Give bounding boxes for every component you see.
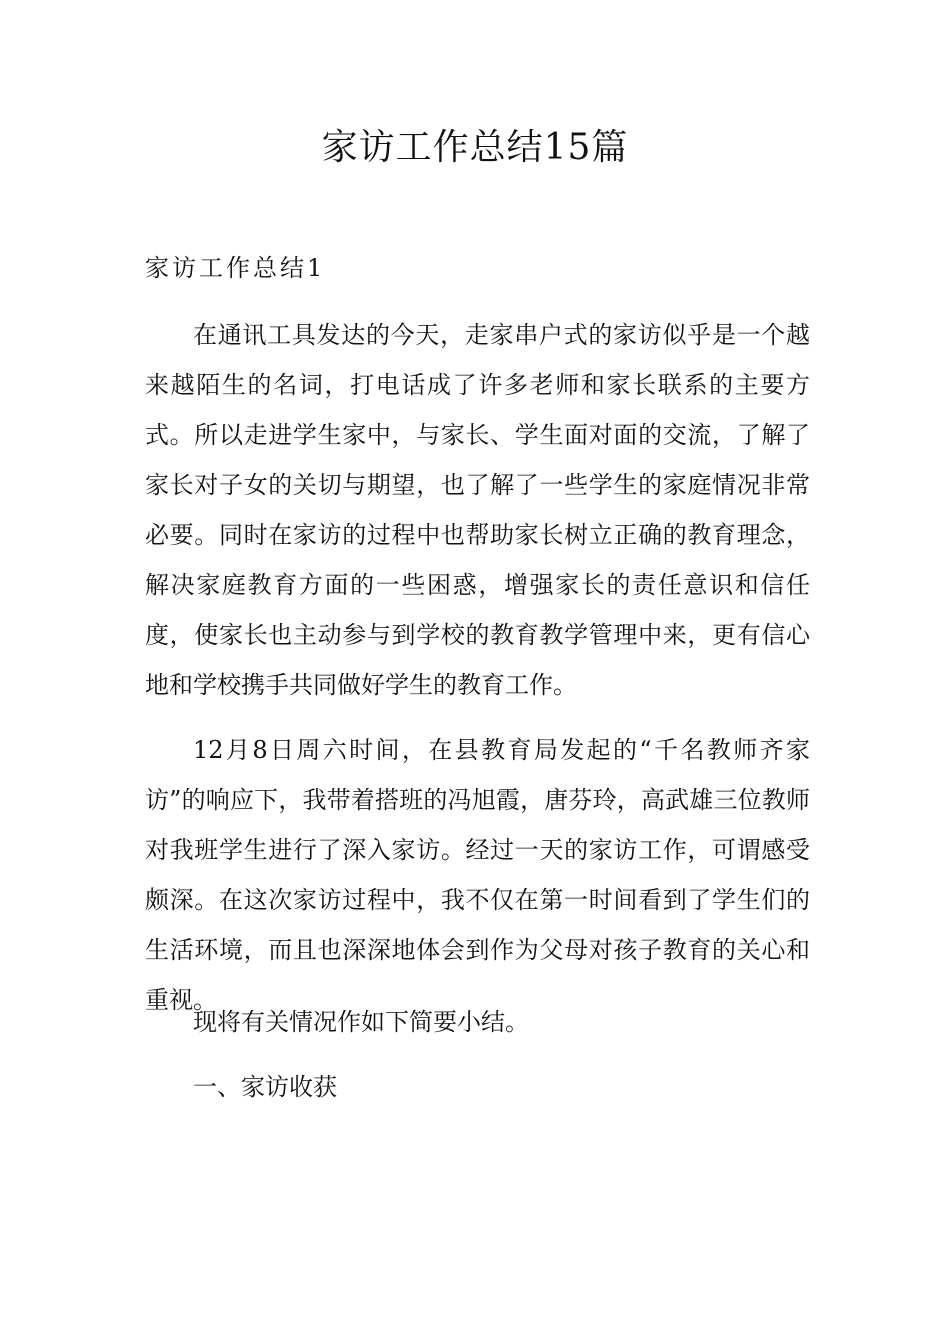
paragraph-summary-note: 现将有关情况作如下简要小结。: [193, 1008, 529, 1036]
paragraph-intro: 在通讯工具发达的今天，走家串户式的家访似乎是一个越来越陌生的名词，打电话成了许多老师和家长联系的主要方式。所以走进学生家中，与家长、学生面对面的交流，了解了家长对子女的关切与期望，也了解了一些学生的家庭情况非常必要。同时在家访的过程中也帮助家长树立正确的教育理念，解决家庭教育方面的一些困惑，增强家长的责任意识和信任度，使家长也主动参与到学校的教育教学管理中来，更有信心地和学校携手共同做好学生的教育工作。: [145, 321, 810, 699]
paragraph-home-visit: 12月8日周六时间，在县教育局发起的“千名教师齐家访”的响应下，我带着搭班的冯旭霞，唐芬玲，高武雄三位教师对我班学生进行了深入家访。经过一天的家访工作，可谓感受颇深。在这次家访过程中，我不仅在第一时间看到了学生们的生活环境，而且也深深地体会到作为父母对孩子教育的关心和重视。: [145, 736, 810, 1014]
section-heading: 家访工作总结1: [145, 254, 326, 282]
subsection-heading: 一、家访收获: [193, 1073, 337, 1101]
document-title: 家访工作总结15篇: [321, 127, 629, 168]
